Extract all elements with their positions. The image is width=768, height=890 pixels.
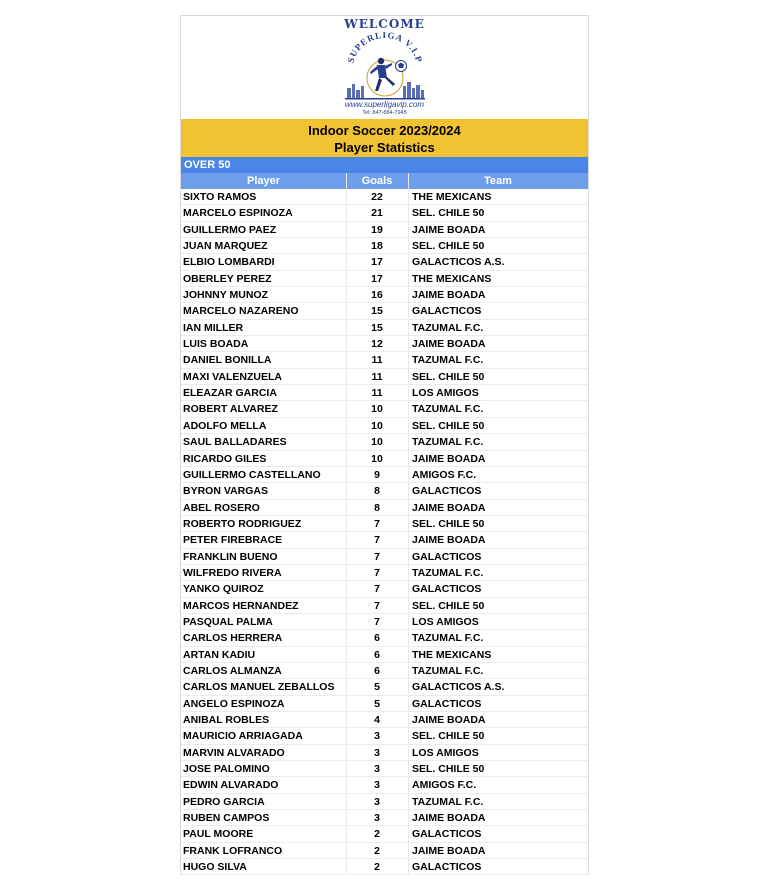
table-row [181, 843, 588, 859]
player-name: BYRON VARGAS [183, 485, 268, 498]
player-name: MAURICIO ARRIAGADA [183, 730, 303, 743]
player-name: MARVIN ALVARADO [183, 746, 285, 759]
table-row [181, 777, 588, 793]
team-name: TAZUMAL F.C. [412, 436, 484, 449]
team-name: LOS AMIGOS [412, 615, 479, 628]
table-row [181, 434, 588, 450]
team-name: SEL. CHILE 50 [412, 240, 485, 253]
goals-value: 10 [371, 419, 383, 432]
player-name: MARCOS HERNANDEZ [183, 599, 299, 612]
column-header-row [181, 173, 588, 189]
team-name: THE MEXICANS [412, 648, 492, 661]
goals-value: 3 [374, 730, 380, 743]
player-name: ANGELO ESPINOZA [183, 697, 285, 710]
goals-value: 18 [371, 240, 383, 253]
table-row [181, 189, 588, 205]
goals-value: 7 [374, 615, 380, 628]
player-name: LUIS BOADA [183, 338, 249, 351]
table-row [181, 826, 588, 842]
team-name: JAIME BOADA [412, 501, 486, 514]
goals-value: 2 [374, 828, 380, 841]
team-name: TAZUMAL F.C. [412, 403, 484, 416]
player-name: HUGO SILVA [183, 861, 247, 874]
table-row [181, 679, 588, 695]
table-row [181, 222, 588, 238]
player-name: PASQUAL PALMA [183, 615, 273, 628]
table-row [181, 647, 588, 663]
team-name: AMIGOS F.C. [412, 468, 477, 481]
goals-value: 5 [374, 681, 380, 694]
team-name: TAZUMAL F.C. [412, 632, 484, 645]
goals-value: 12 [371, 338, 383, 351]
player-name: PETER FIREBRACE [183, 534, 283, 547]
goals-value: 7 [374, 550, 380, 563]
svg-text:SUPERLIGA V.I.P: SUPERLIGA V.I.P [345, 29, 425, 64]
player-name: ANIBAL ROBLES [183, 714, 270, 726]
player-name: SIXTO RAMOS [183, 191, 257, 203]
table-row [181, 565, 588, 581]
team-name: SEL. CHILE 50 [412, 419, 485, 432]
goals-value: 15 [371, 321, 383, 334]
category-row: OVER 50 [181, 157, 588, 173]
player-name: FRANKLIN BUENO [183, 550, 278, 563]
table-row [181, 745, 588, 761]
team-name: GALACTICOS [412, 550, 482, 563]
table-row [181, 712, 588, 728]
team-name: TAZUMAL F.C. [412, 321, 484, 334]
team-name: JAIME BOADA [412, 452, 486, 465]
goals-value: 15 [371, 305, 383, 318]
table-row [181, 320, 588, 336]
goals-value: 17 [371, 256, 383, 269]
team-name: JAIME BOADA [412, 338, 486, 351]
goals-value: 6 [374, 664, 380, 677]
phone-number: Tel: 847-884-7945 [362, 110, 407, 116]
table-row [181, 516, 588, 532]
team-name: SEL. CHILE 50 [412, 517, 485, 530]
goals-value: 11 [371, 387, 383, 400]
goals-value: 11 [371, 354, 383, 367]
player-name: EDWIN ALVARADO [183, 779, 279, 792]
team-name: LOS AMIGOS [412, 746, 479, 759]
goals-value: 10 [371, 403, 383, 416]
title-line-1: Indoor Soccer 2023/2024 [308, 123, 461, 138]
goals-value: 22 [371, 191, 383, 203]
team-name: GALACTICOS A.S. [412, 681, 505, 694]
welcome-heading: WELCOME [344, 17, 425, 31]
goals-value: 5 [374, 697, 380, 710]
goals-value: 10 [371, 436, 383, 449]
team-name: TAZUMAL F.C. [412, 795, 484, 808]
goals-value: 3 [374, 779, 380, 792]
table-row [181, 238, 588, 254]
goals-value: 7 [374, 583, 380, 596]
player-name: ELBIO LOMBARDI [183, 256, 275, 269]
player-name: MAXI VALENZUELA [183, 370, 282, 383]
team-name: TAZUMAL F.C. [412, 566, 484, 579]
player-name: JOHNNY MUNOZ [183, 289, 268, 302]
team-name: SEL. CHILE 50 [412, 763, 485, 776]
title-line-2: Player Statistics [334, 140, 435, 155]
goals-value: 11 [371, 370, 383, 383]
table-row [181, 254, 588, 270]
table-row [181, 581, 588, 597]
player-name: RUBEN CAMPOS [183, 812, 270, 825]
team-name: THE MEXICANS [412, 191, 492, 203]
team-name: SEL. CHILE 50 [412, 730, 485, 743]
goals-value: 16 [371, 289, 383, 302]
table-row [181, 369, 588, 385]
table-row [181, 859, 588, 875]
team-name: LOS AMIGOS [412, 387, 479, 400]
table-row [181, 467, 588, 483]
player-name: OBERLEY PEREZ [183, 272, 272, 285]
player-name: PEDRO GARCIA [183, 795, 265, 808]
player-name: CARLOS ALMANZA [183, 664, 282, 677]
table-row [181, 205, 588, 221]
table-row [181, 352, 588, 368]
player-name: CARLOS HERRERA [183, 632, 283, 645]
column-header-player: Player [246, 175, 281, 187]
goals-value: 8 [374, 501, 380, 514]
superliga-logo [335, 28, 435, 102]
table-row [181, 663, 588, 679]
player-name: JUAN MARQUEZ [183, 240, 268, 253]
goals-value: 7 [374, 517, 380, 530]
player-name: FRANK LOFRANCO [183, 844, 283, 857]
website-url[interactable]: www.superligavip.com [344, 100, 425, 109]
player-name: ARTAN KADIU [183, 648, 256, 661]
player-name: MARCELO NAZARENO [183, 305, 299, 318]
table-row [181, 401, 588, 417]
goals-value: 9 [374, 468, 380, 481]
table-row [181, 630, 588, 646]
goals-value: 19 [371, 223, 383, 236]
stats-sheet [180, 15, 589, 875]
team-name: GALACTICOS [412, 697, 482, 710]
player-name: ABEL ROSERO [183, 501, 260, 514]
table-row [181, 549, 588, 565]
player-name: SAUL BALLADARES [183, 436, 287, 449]
player-name: GUILLERMO PAEZ [183, 223, 277, 236]
goals-value: 3 [374, 795, 380, 808]
goals-value: 7 [374, 534, 380, 547]
team-name: JAIME BOADA [412, 289, 486, 302]
player-name: DANIEL BONILLA [183, 354, 272, 367]
table-row [181, 303, 588, 319]
table-row [181, 451, 588, 467]
team-name: SEL. CHILE 50 [412, 599, 485, 612]
table-row [181, 500, 588, 516]
goals-value: 17 [371, 272, 383, 285]
goals-value: 8 [374, 485, 380, 498]
table-row [181, 810, 588, 826]
stats-table [181, 189, 588, 875]
goals-value: 6 [374, 648, 380, 661]
player-name: YANKO QUIROZ [183, 583, 264, 596]
player-silhouette-icon [370, 58, 395, 91]
table-row [181, 696, 588, 712]
team-name: JAIME BOADA [412, 534, 486, 547]
goals-value: 2 [374, 844, 380, 857]
team-name: SEL. CHILE 50 [412, 370, 485, 383]
goals-value: 3 [374, 812, 380, 825]
team-name: JAIME BOADA [412, 812, 486, 825]
player-name: RICARDO GILES [183, 452, 267, 465]
table-row [181, 385, 588, 401]
welcome-banner [181, 16, 588, 119]
table-row [181, 418, 588, 434]
team-name: GALACTICOS [412, 485, 482, 498]
player-name: PAUL MOORE [183, 828, 254, 841]
player-name: ELEAZAR GARCIA [183, 387, 277, 400]
table-row [181, 483, 588, 499]
goals-value: 4 [374, 714, 380, 726]
player-name: WILFREDO RIVERA [183, 566, 282, 579]
team-name: AMIGOS F.C. [412, 779, 477, 792]
team-name: SEL. CHILE 50 [412, 207, 485, 220]
team-name: GALACTICOS [412, 583, 482, 596]
team-name: GALACTICOS [412, 828, 482, 841]
player-name: GUILLERMO CASTELLANO [183, 468, 321, 481]
player-name: ROBERTO RODRIGUEZ [183, 517, 302, 530]
goals-value: 10 [371, 452, 383, 465]
table-row [181, 532, 588, 548]
table-row [181, 287, 588, 303]
team-name: JAIME BOADA [412, 714, 486, 726]
player-name: CARLOS MANUEL ZEBALLOS [183, 681, 335, 694]
goals-value: 7 [374, 566, 380, 579]
team-name: TAZUMAL F.C. [412, 664, 484, 677]
title-block [181, 119, 588, 157]
team-name: GALACTICOS A.S. [412, 256, 505, 269]
column-header-goals: Goals [361, 175, 393, 187]
player-name: JOSE PALOMINO [183, 763, 270, 776]
player-name: MARCELO ESPINOZA [183, 207, 293, 220]
goals-value: 6 [374, 632, 380, 645]
table-row [181, 614, 588, 630]
table-row [181, 794, 588, 810]
goals-value: 2 [374, 861, 380, 874]
player-name: IAN MILLER [183, 321, 244, 334]
table-row [181, 761, 588, 777]
team-name: GALACTICOS [412, 861, 482, 874]
table-row [181, 728, 588, 744]
team-name: THE MEXICANS [412, 272, 492, 285]
goals-value: 3 [374, 746, 380, 759]
table-row [181, 598, 588, 614]
player-name: ADOLFO MELLA [183, 419, 267, 432]
player-name: ROBERT ALVAREZ [183, 403, 278, 416]
table-row [181, 271, 588, 287]
team-name: JAIME BOADA [412, 844, 486, 857]
table-row [181, 336, 588, 352]
team-name: TAZUMAL F.C. [412, 354, 484, 367]
goals-value: 21 [371, 207, 383, 220]
goals-value: 7 [374, 599, 380, 612]
team-name: JAIME BOADA [412, 223, 486, 236]
team-name: GALACTICOS [412, 305, 482, 318]
column-header-team: Team [484, 175, 512, 187]
goals-value: 3 [374, 763, 380, 776]
